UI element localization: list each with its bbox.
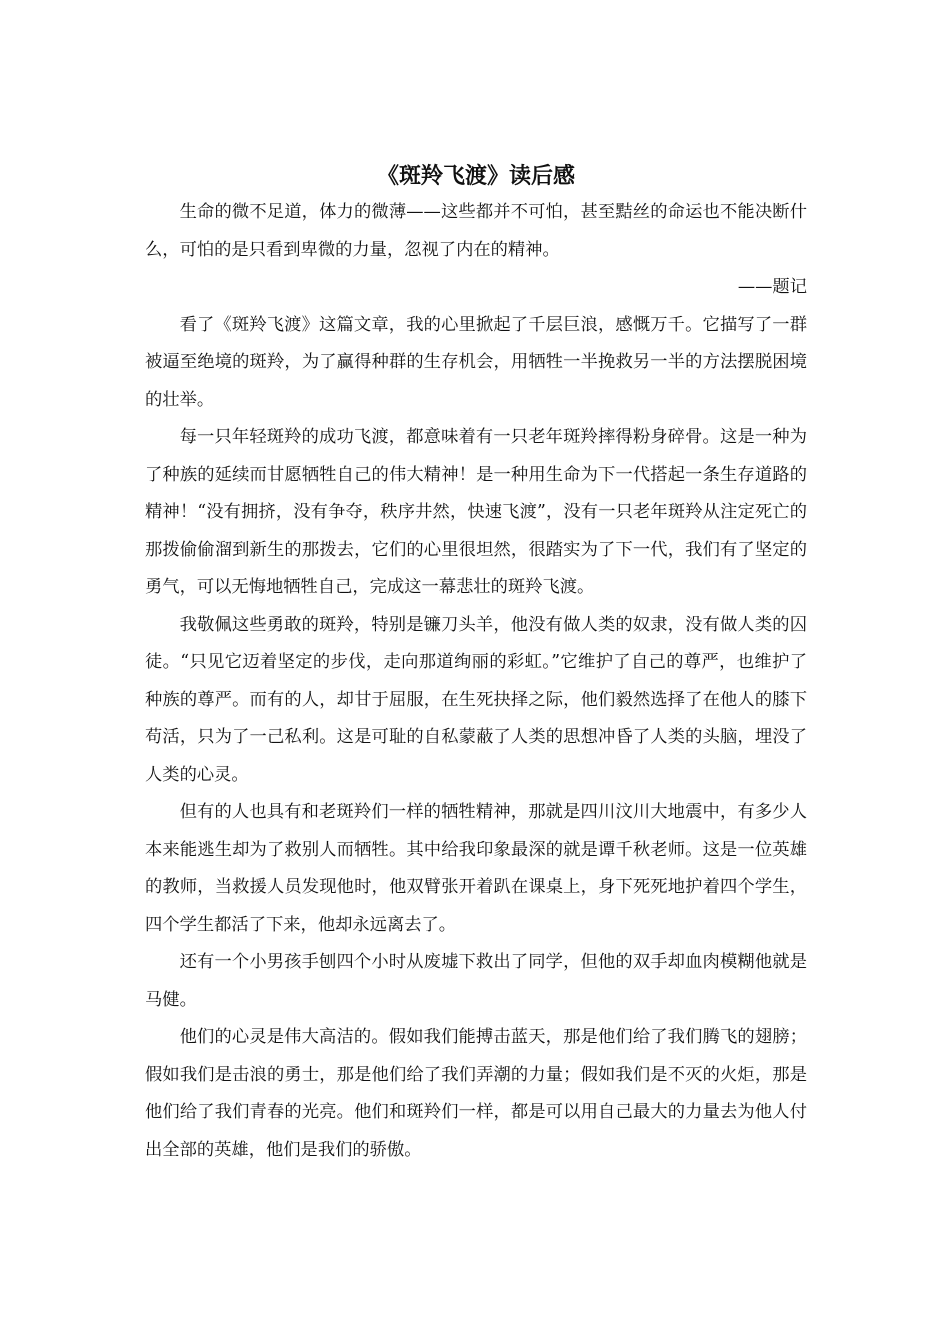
epigraph-signature: ——题记 [737,277,807,297]
paragraph: 还有一个小男孩手刨四个小时从废墟下救出了同学，但他的双手却血肉模糊他就是马健。 [145,952,807,1010]
paragraph: 看了《斑羚飞渡》这篇文章，我的心里掀起了千层巨浪，感慨万千。它描写了一群被逼至绝境的斑羚，为了赢得种群的生存机会，用牺牲一半挽救另一半的方法摆脱困境的壮举。 [145,314,807,410]
epigraph: 生命的微不足道，体力的微薄——这些都并不可怕，甚至黠丝的命运也不能决断什么，可怕的是只看到卑微的力量，忽视了内在的精神。 [145,202,807,260]
paragraph: 每一只年轻斑羚的成功飞渡，都意味着有一只老年斑羚摔得粉身碎骨。这是一种为了种族的延续而甘愿牺牲自己的伟大精神！是一种用生命为下一代搭起一条生存道路的精神！“没有拥挤，没有争夺，秩序井然，快速飞渡”，没有一只老年斑羚从注定死亡的那拨偷偷溜到新生的那拨去，它们的心里很坦然，很踏实为了下一代，我们有了坚定的勇气，可以无悔地牺牲自己，完成这一幕悲壮的斑羚飞渡。 [145,427,807,597]
paragraph: 他们的心灵是伟大高洁的。假如我们能搏击蓝天，那是他们给了我们腾飞的翅膀；假如我们是击浪的勇士，那是他们给了我们弄潮的力量；假如我们是不灭的火炬，那是他们给了我们青春的光亮。他们和斑羚们一样，都是可以用自己最大的力量去为他人付出全部的英雄，他们是我们的骄傲。 [145,1027,807,1160]
paragraph: 我敬佩这些勇敢的斑羚，特别是镰刀头羊，他没有做人类的奴隶，没有做人类的囚徒。“只见它迈着坚定的步伐，走向那道绚丽的彩虹。”它维护了自己的尊严，也维护了种族的尊严。而有的人，却甘于屈服，在生死抉择之际，他们毅然选择了在他人的膝下苟活，只为了一己私利。这是可耻的自私蒙蔽了人类的思想冲昏了人类的头脑，埋没了人类的心灵。 [145,614,807,785]
document-page [145,158,807,1169]
document-title: 《斑羚飞渡》读后感 [376,163,575,189]
paragraph: 但有的人也具有和老斑羚们一样的牺牲精神，那就是四川汶川大地震中，有多少人本来能逃生却为了救别人而牺牲。其中给我印象最深的就是谭千秋老师。这是一位英雄的教师，当救援人员发现他时，他双臂张开着趴在课桌上，身下死死地护着四个学生，四个学生都活了下来，他却永远离去了。 [145,802,807,935]
